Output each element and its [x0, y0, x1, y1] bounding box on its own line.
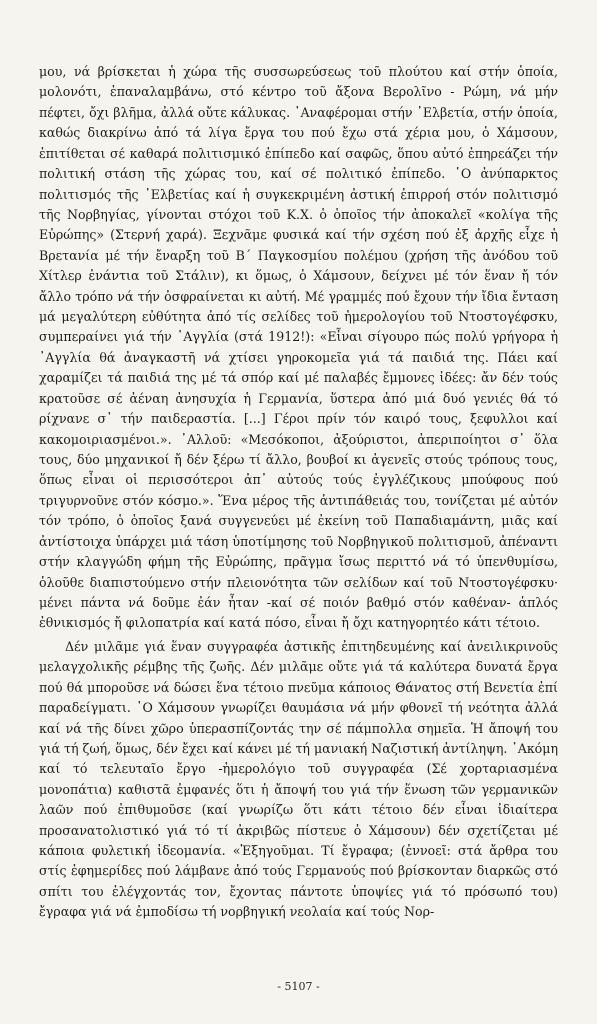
paragraph-2: Δέν μιλᾶμε γιά ἕναν συγγραφέα ἀστικῆς ἐπιτηδευμένης καί ἀνειλικρινοῦς μελαγχολικῆς ρέμβης τῆς ζωῆς. Δέν μιλᾶμε οὔτε γιά τά καλύτερα δυνατά ἔργα πού θά μποροῦσε νά δώσει ἕνα τέτοιο πνεῦμα κάποιος Θάνατος στή Βενετία ἐπί παραδείγματι. ῾Ο Χάμσουν γνωρίζει θαυμάσια νά μήν φθονεῖ τή νεότητα ἀλλά καί νά τῆς δίνει χῶρο ὑπερασπίζοντάς την σέ πάμπολλα σημεῖα. Ἡ ἄποψή του γιά τή ζωή, ὅμως, δέν ἔχει καί κάνει μέ τή μανιακή Ναζιστική ἀντίληψη. ᾽Ακόμη καί τό τελευταῖο ἔργο -ἡμερολόγιο τοῦ συγγραφέα (Σέ χορταριασμένα μονοπάτια) καθιστᾶ ἐμφανές ὅτι ἡ ἄποψή του γιά τήν ἕνωση τῶν γερμανικῶν λαῶν πού ἐπιθυμοῦσε (καί γνωρίζω ὅτι κάτι τέτοιο δέν εἶναι ἰδιαίτερα προσανατολιστικό γιά τό τί ἀκριβῶς πίστευε ὁ Χάμσουν) δέν σχετίζεται μέ κάποια φυλετική ἰδεομανία. «Ἐξηγοῦμαι. Τί ἔγραφα; (ἐννοεῖ: στά ἄρθρα του στίς ἐφημερίδες πού λάμβανε ἀπό τούς Γερμανούς πού βρίσκονταν διαρκῶς στό σπίτι του ἐλέγχοντάς τον, ἔχοντας πάντοτε ὑποψίες γιά τό πρόσωπό του) ἔγραφα γιά νά ἐμποδίσω τή νορβηγική νεολαία καί τούς Νορ- — [39, 638, 558, 920]
document-body — [39, 62, 558, 923]
page-number: - 5107 - — [277, 980, 320, 993]
paragraph-1: μου, νά βρίσκεται ἡ χώρα τῆς συσσωρεύσεως τοῦ πλούτου καί στήν ὁποία, μολονότι, ἐπαναλαμβάνω, στό κέντρο τοῦ ἄξονα Βερολῖνο - Ρώμη, νά μήν πέφτει, ὄχι βλῆμα, ἀλλά οὔτε κάλυκας. ᾽Αναφέρομαι στήν ᾽Ελβετία, στήν ὁποία, καθώς διακρίνω ἀπό τά λίγα ἔργα του πού ἔχω στά χέρια μου, ὁ Χάμσουν, ἐπιτίθεται σέ καθαρά πολιτισμικό ἐπίπεδο καί σαφῶς, ὅπου αὐτό ἐπηρεάζει τήν πολιτική στάση τῆς χώρας του, καί σέ πολιτικό ἐπίπεδο. ῾Ο ἀνύπαρκτος πολιτισμός τῆς ᾽Ελβετίας καί ἡ συγκεκριμένη ἀστική ἐπιρροή στόν πολιτισμό τῆς Νορβηγίας, γίνονται στόχοι τοῦ Κ.Χ. ὁ ὁποῖος τήν ἀποκαλεῖ «κολίγα τῆς Εὐρώπης» (Στερνή χαρά). Ξεχνᾶμε φυσικά καί τήν σχέση πού ἐξ ἀρχῆς εἶχε ἡ Βρετανία μέ τήν ἔναρξη τοῦ Β΄ Παγκοσμίου πολέμου (χρήση τῆς ἀνόδου τοῦ Χίτλερ ἐνάντια τοῦ Στάλιν), κι ὅμως, ὁ Χάμσουν, δείχνει μέ τόν ἕναν ἤ τόν ἄλλο τρόπο νά τήν ὀσφραίνεται κι αὐτή. Μέ γραμμές πού ἔχουν τήν ἴδια ἔνταση μά μεγαλύτερη εὐθύτητα ἀπό τίς σελίδες τοῦ ἡμερολογίου τοῦ Ντοστογέφσκυ, συμπεραίνει γιά τήν ᾽Αγγλία (στά 1912!): «Εἶναι σίγουρο πώς πολύ γρήγορα ἡ ᾽Αγγλία θά ἀναγκαστῆ νά χτίσει γηροκομεῖα γιά τά παιδιά της. Πάει καί χαραμίζει τά παιδιά της μέ τά σπόρ καί μέ παλαβές ἔμμονες ἰδέες: ἄν δέν τούς κρατοῦσε σέ ἀέναη ἀνησυχία ἡ Γερμανία, ὕστερα ἀπό μιά δυό γενιές θά τό ρίχνανε σ᾽ τήν παιδεραστία. [...] Γέροι πρίν τόν καιρό τους, ξεφυλλοι καί κακομοιριασμένοι.». ᾽Αλλοῦ: «Μεσόκοποι, ἀξούριστοι, ἀπεριποίητοι σ᾽ ὅλα τους, δύο μηχανικοί ἤ δέν ξέρω τί ἄλλο, βουβοί κι ἀγενεῖς στούς τρόπους τους, ὅπως εἶναι οἱ περισσότεροι ἀπ᾽ αὐτούς τούς ἐγγλέζικους μπούφους πού τριγυρνοῦνε στόν κόσμο.». Ἕνα μέρος τῆς ἀντιπάθειάς του, τονίζεται μέ αὐτόν τόν τρόπο, ὁ ὁποῖος ξανά συγγενεύει μέ ἐκείνη τοῦ Παπαδιαμάντη, μιᾶς καί ἀντίστοιχα ὑπάρχει μιά τάση ὑποτίμησης τοῦ Νορβηγικοῦ πολιτισμοῦ, ἀπέναντι στήν κλαγγώδη φήμη τῆς Εὐρώπης, πρᾶγμα ἴσως περιττό νά τό ὑπενθυμίσω, ὁλοῦθε διαπιστούμενο στήν πλειονότητα τῶν σελίδων καί τοῦ Ντοστογέφσκυ· μένει πάντα νά δοῦμε ἐάν ἦταν -καί σέ ποιόν βαθμό στόν καθέναν- ἁπλός ἐθνικισμός ἤ φιλοπατρία καί κατά πόσο, εἶναι ἤ ὄχι κατηγορητέο κάτι τέτοιο. — [39, 64, 558, 631]
